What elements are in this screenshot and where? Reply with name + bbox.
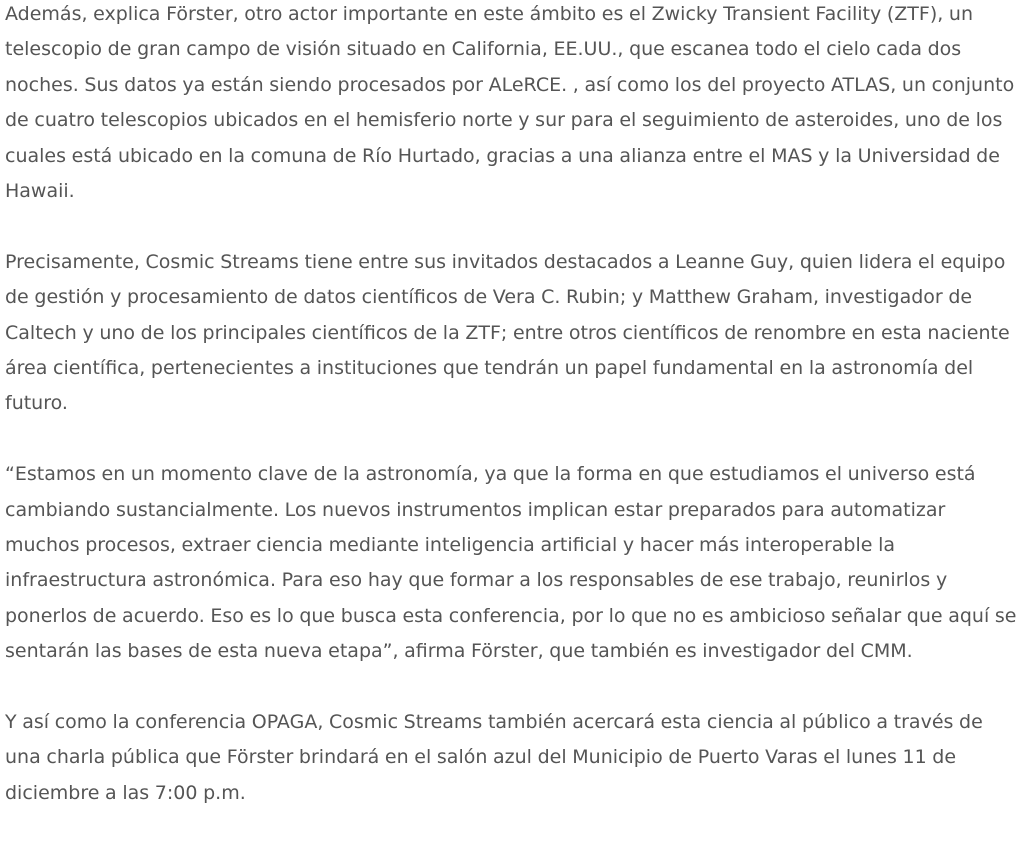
paragraph-forster-quote: “Estamos en un momento clave de la astronomía, ya que la forma en que estudiamos el universo está cambiando sustancialmente. Los nuevos instrumentos implican estar preparados para automatizar muchos procesos, extraer ciencia mediante inteligencia artificial y hacer más interoperable la infraestructura astronómica. Para eso hay que formar a los responsables de ese trabajo, reunirlos y ponerlos de acuerdo. Eso es lo que busca esta conferencia, por lo que no es ambicioso señalar que aquí se sentarán las bases de esta nueva etapa”, afirma Förster, que también es investigador del CMM. (5, 463, 1017, 663)
paragraph-invited-guests: Precisamente, Cosmic Streams tiene entre sus invitados destacados a Leanne Guy, quien lidera el equipo de gestión y procesamiento de datos científicos de Vera C. Rubin; y Matthew Graham, investigador de Caltech y uno de los principales científicos de la ZTF; entre otros científicos de renombre en esta naciente área científica, pertenecientes a instituciones que tendrán un papel fundamental en la astronomía del futuro. (5, 250, 1010, 415)
paragraph-ztf-atlas: Además, explica Förster, otro actor importante en este ámbito es el Zwicky Transient Facility (ZTF), un telescopio de gran campo de visión situado en California, EE.UU., que escanea todo el cielo cada dos noches. Sus datos ya están siendo procesados por ALeRCE. , así como los del proyecto ATLAS, un conjunto de cuatro telescopios ubicados en el hemisferio norte y sur para el seguimiento de asteroides, uno de los cuales está ubicado en la comuna de Río Hurtado, gracias a una alianza entre el MAS y la Universidad de Hawaii. (5, 3, 1015, 203)
paragraph-public-talk: Y así como la conferencia OPAGA, Cosmic Streams también acercará esta ciencia al público a través de una charla pública que Förster brindará en el salón azul del Municipio de Puerto Varas el lunes 11 de diciembre a las 7:00 p.m. (5, 711, 983, 804)
